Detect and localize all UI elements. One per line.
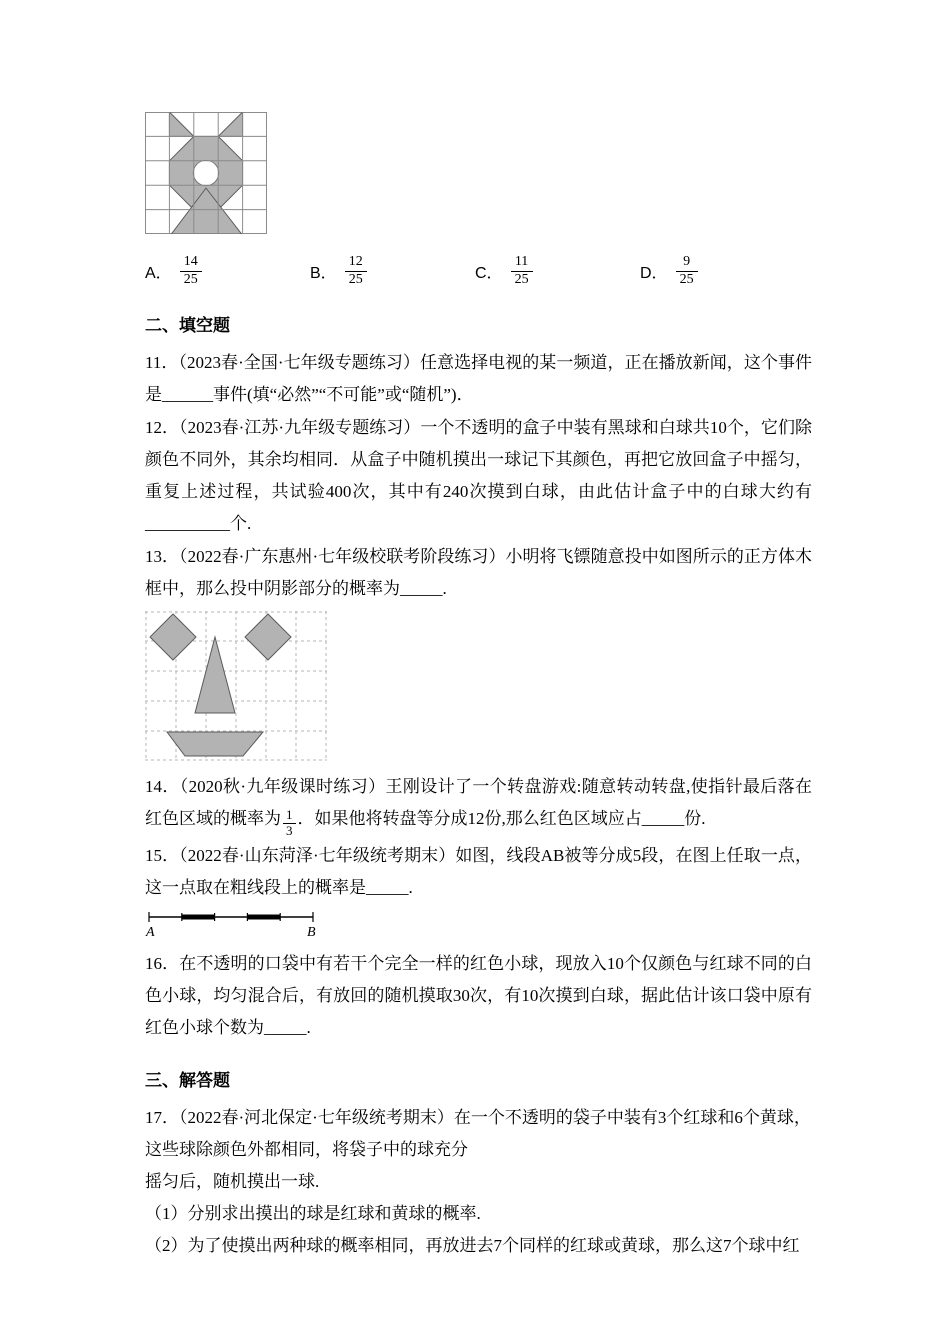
option-a-label: A． xyxy=(145,264,172,282)
question-14 xyxy=(145,771,812,839)
grid-pattern-figure-block xyxy=(145,112,812,234)
fraction-numerator: 14 xyxy=(180,254,202,272)
answer-options-row xyxy=(145,254,812,289)
option-d-fraction xyxy=(676,254,698,289)
fraction-denominator: 25 xyxy=(514,271,529,287)
fraction-numerator: 12 xyxy=(345,254,367,272)
option-b-fraction xyxy=(345,254,367,289)
question-11: 11．（2023春·全国·七年级专题练习）任意选择电视的某一频道，正在播放新闻，这个事件是______事件(填“必然”“不可能”或“随机”)． xyxy=(145,352,812,404)
bottom-trapezoid xyxy=(167,732,263,756)
answer-section-heading: 三、解答题 xyxy=(145,1070,230,1090)
option-a-fraction xyxy=(180,254,202,289)
fraction-numerator: 11 xyxy=(511,254,533,272)
option-b xyxy=(310,254,475,289)
question-13: 13．（2022春·广东惠州·七年级校联考阶段练习）小明将飞镖随意投中如图所示的正方体木框中，那么投中阴影部分的概率为_____. xyxy=(145,546,812,598)
inline-fraction-one-third xyxy=(283,808,296,839)
fraction-denominator: 25 xyxy=(183,271,198,287)
question-16: 16．在不透明的口袋中有若干个完全一样的红色小球，现放入10个仅颜色与红球不同的白色小球，均匀混合后，有放回的随机摸取30次，有10次摸到白球，据此估计该口袋中原有红色小球个数为_____. xyxy=(145,953,812,1037)
segment-figure-block xyxy=(145,908,812,938)
fraction-denominator: 3 xyxy=(286,822,293,838)
question-17-part2: （2）为了使摸出两种球的概率相同，再放进去7个同样的红球或黄球，那么这7个球中红 xyxy=(145,1235,800,1255)
option-c-label: C． xyxy=(475,264,503,282)
fraction-denominator: 25 xyxy=(348,271,363,287)
question-15: 15．（2022春·山东菏泽·七年级统考期末）如图，线段AB被等分成5段，在图上任取一点，这一点取在粗线段上的概率是_____. xyxy=(145,845,812,897)
question-17-line2: 这些球除颜色外都相同，将袋子中的球充分 xyxy=(145,1139,468,1159)
diamond-left xyxy=(150,614,196,660)
grid-pattern-figure xyxy=(145,112,267,234)
segment-label-b: B xyxy=(307,924,316,938)
question-14-text-before: 14．（2020秋·九年级课时练习）王刚设计了一个转盘游戏:随意转动转盘,使指针最后落在红色区域的概率为 xyxy=(145,776,812,828)
fraction-denominator: 25 xyxy=(679,271,694,287)
segment-figure xyxy=(145,908,325,938)
segment-label-a: A xyxy=(146,924,155,938)
option-d-label: D． xyxy=(640,264,668,282)
question-14-text-after: ．如果他将转盘等分成12份,那么红色区域应占_____份. xyxy=(297,808,706,828)
question-17-part1: （1）分别求出摸出的球是红球和黄球的概率. xyxy=(145,1203,481,1223)
diamond-right xyxy=(245,614,291,660)
option-d xyxy=(640,254,805,289)
question-12: 12．（2023春·江苏·九年级专题练习）一个不透明的盒子中装有黑球和白球共10个，它们除颜色不同外，其余均相同．从盒子中随机摸出一球记下其颜色，再把它放回盒子中摇匀，重复上述过程，共试验400次，其中有240次摸到白球，由此估计盒子中的白球大约有__________个. xyxy=(145,417,812,533)
question-17-line1: 17．（2022春·河北保定·七年级统考期末）在一个不透明的袋子中装有3个红球和6个黄球， xyxy=(145,1107,811,1127)
fraction-numerator: 9 xyxy=(676,254,698,272)
fraction-numerator: 1 xyxy=(283,808,296,824)
option-b-label: B． xyxy=(310,264,337,282)
option-c-fraction xyxy=(511,254,533,289)
option-a xyxy=(145,254,310,289)
dart-grid-figure xyxy=(145,611,327,761)
dart-grid-figure-block xyxy=(145,611,812,761)
option-c xyxy=(475,254,640,289)
center-triangle xyxy=(195,637,235,713)
question-17-line3: 摇匀后，随机摸出一球. xyxy=(145,1171,320,1191)
fill-in-section-heading: 二、填空题 xyxy=(145,315,230,335)
